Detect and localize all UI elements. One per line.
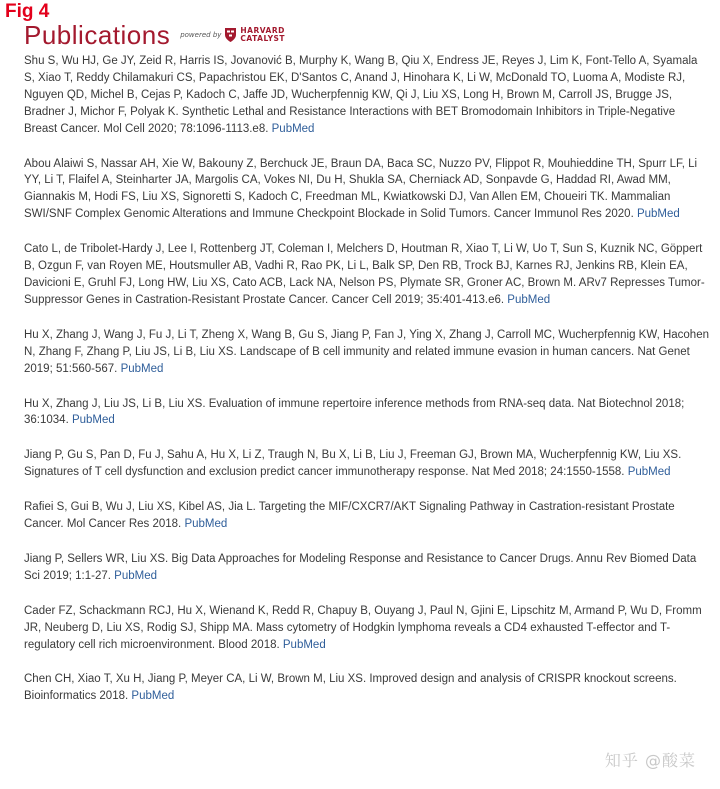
- publication-citation: Hu X, Zhang J, Wang J, Fu J, Li T, Zheng X, Wang B, Gu S, Jiang P, Fan J, Ying X, Zhang J, Carroll MC, Wucherpfennig KW, Hacohen N, Zhang F, Zhang P, Liu JS, Li B, Liu XS. Landscape of B cell immunity and related immune evasion in human cancers. Nat Genet 2019; 51:560-567.: [24, 328, 709, 375]
- powered-by-label: powered by: [180, 31, 222, 39]
- publications-header: [24, 20, 285, 50]
- pubmed-link[interactable]: PubMed: [271, 122, 315, 135]
- logo-line-catalyst: CATALYST: [240, 34, 286, 43]
- publication-item: [24, 396, 714, 430]
- publication-item: [24, 53, 714, 138]
- pubmed-link[interactable]: PubMed: [627, 466, 671, 479]
- publication-item: [24, 551, 714, 585]
- publication-citation: Chen CH, Xiao T, Xu H, Jiang P, Meyer CA, Li W, Brown M, Liu XS. Improved design and analysis of CRISPR knockout screens. Bioinformatics 2018.: [24, 673, 677, 703]
- logo-line-harvard: HARVARD: [240, 26, 285, 35]
- publication-item: [24, 156, 714, 224]
- publication-item: [24, 671, 714, 705]
- publication-citation: Cato L, de Tribolet-Hardy J, Lee I, Rottenberg JT, Coleman I, Melchers D, Houtman R, Xiao T, Li W, Uo T, Sun S, Kuznik NC, Göppert B, Ozgun F, van Royen ME, Houtsmuller AB, Vadhi R, Rao PK, Li L, Balk SP, Den RB, Trock BJ, Karnes RJ, Jenkins RB, Klein EA, Davicioni E, Gruhl FJ, Long HW, Liu XS, Cato ACB, Lack NA, Nelson PS, Plymate SR, Groner AC, Brown M. ARv7 Represses Tumor-Suppressor Genes in Castration-Resistant Prostate Cancer. Cancer Cell 2019; 35:401-413.e6.: [24, 243, 705, 306]
- publication-item: [24, 447, 714, 481]
- page-title: Publications: [24, 19, 171, 50]
- publication-item: [24, 499, 714, 533]
- pubmed-link[interactable]: PubMed: [282, 638, 326, 651]
- pubmed-link[interactable]: PubMed: [184, 518, 228, 531]
- zhihu-watermark: 知乎 @酸菜: [604, 751, 696, 770]
- publication-item: [24, 603, 714, 654]
- logo-wordmark: [240, 27, 285, 43]
- publication-list: [24, 53, 714, 723]
- publication-citation: Shu S, Wu HJ, Ge JY, Zeid R, Harris IS, Jovanović B, Murphy K, Wang B, Qiu X, Endress JE, Reyes J, Lim K, Font-Tello A, Syamala S, Xiao T, Reddy Chilamakuri CS, Papachristou EK, D'Santos C, Anand J, Hinohara K, Li W, McDonald TO, Luoma A, Modiste RJ, Nguyen QD, Michel B, Cejas P, Kadoch C, Jaffe JD, Wucherpfennig KW, Qi J, Liu XS, Long H, Brown M, Carroll JS, Brugge JS, Bradner J, Michor F, Polyak K. Synthetic Lethal and Resistance Interactions with BET Bromodomain Inhibitors in Triple-Negative Breast Cancer. Mol Cell 2020; 78:1096-1113.e8.: [24, 55, 698, 135]
- pubmed-link[interactable]: PubMed: [120, 362, 164, 375]
- pubmed-link[interactable]: PubMed: [131, 690, 175, 703]
- publication-citation: Cader FZ, Schackmann RCJ, Hu X, Wienand K, Redd R, Chapuy B, Ouyang J, Paul N, Gjini E, Lipschitz M, Armand P, Wu D, Fromm JR, Neuberg D, Liu XS, Rodig SJ, Shipp MA. Mass cytometry of Hodgkin lymphoma reveals a CD4 exhausted T-effector and T-regulatory cell rich microenvironment. Blood 2018.: [24, 604, 702, 651]
- publication-citation: Jiang P, Gu S, Pan D, Fu J, Sahu A, Hu X, Li Z, Traugh N, Bu X, Li B, Liu J, Freeman GJ, Brown MA, Wucherpfennig KW, Liu XS. Signatures of T cell dysfunction and exclusion predict cancer immunotherapy response. Nat Med 2018; 24:1550-1558.: [24, 449, 682, 479]
- publication-citation: Abou Alaiwi S, Nassar AH, Xie W, Bakouny Z, Berchuck JE, Braun DA, Baca SC, Nuzzo PV, Flippot R, Mouhieddine TH, Spurr LF, Li YY, Li T, Flaifel A, Steinharter JA, Margolis CA, Vokes NI, Du H, Shukla SA, Cherniack AD, Sonpavde G, Haddad RI, Awad MM, Giannakis M, Hodi FS, Liu XS, Signoretti S, Kadoch C, Freedman ML, Kwiatkowski DJ, Van Allen EM, Choueiri TK. Mammalian SWI/SNF Complex Genomic Alterations and Immune Checkpoint Blockade in Solid Tumors. Cancer Immunol Res 2020.: [24, 157, 698, 221]
- publication-citation: Hu X, Zhang J, Liu JS, Li B, Liu XS. Evaluation of immune repertoire inference methods from RNA-seq data. Nat Biotechnol 2018; 36:1034.: [24, 397, 685, 427]
- publication-item: [24, 327, 714, 378]
- harvard-catalyst-logo[interactable]: [180, 27, 285, 43]
- pubmed-link[interactable]: PubMed: [71, 414, 115, 427]
- harvard-shield-icon: [224, 27, 237, 43]
- figure-label: Fig 4: [5, 1, 50, 22]
- pubmed-link[interactable]: PubMed: [507, 293, 551, 306]
- pubmed-link[interactable]: PubMed: [114, 569, 157, 582]
- pubmed-link[interactable]: PubMed: [636, 208, 680, 221]
- publication-citation: Rafiei S, Gui B, Wu J, Liu XS, Kibel AS, Jia L. Targeting the MIF/CXCR7/AKT Signaling Pathway in Castration-resistant Prostate Cancer. Mol Cancer Res 2018.: [24, 501, 675, 531]
- publication-item: [24, 241, 714, 309]
- publication-citation: Jiang P, Sellers WR, Liu XS. Big Data Approaches for Modeling Response and Resistance to Cancer Drugs. Annu Rev Biomed Data Sci 2019; 1:1-27.: [24, 552, 697, 582]
